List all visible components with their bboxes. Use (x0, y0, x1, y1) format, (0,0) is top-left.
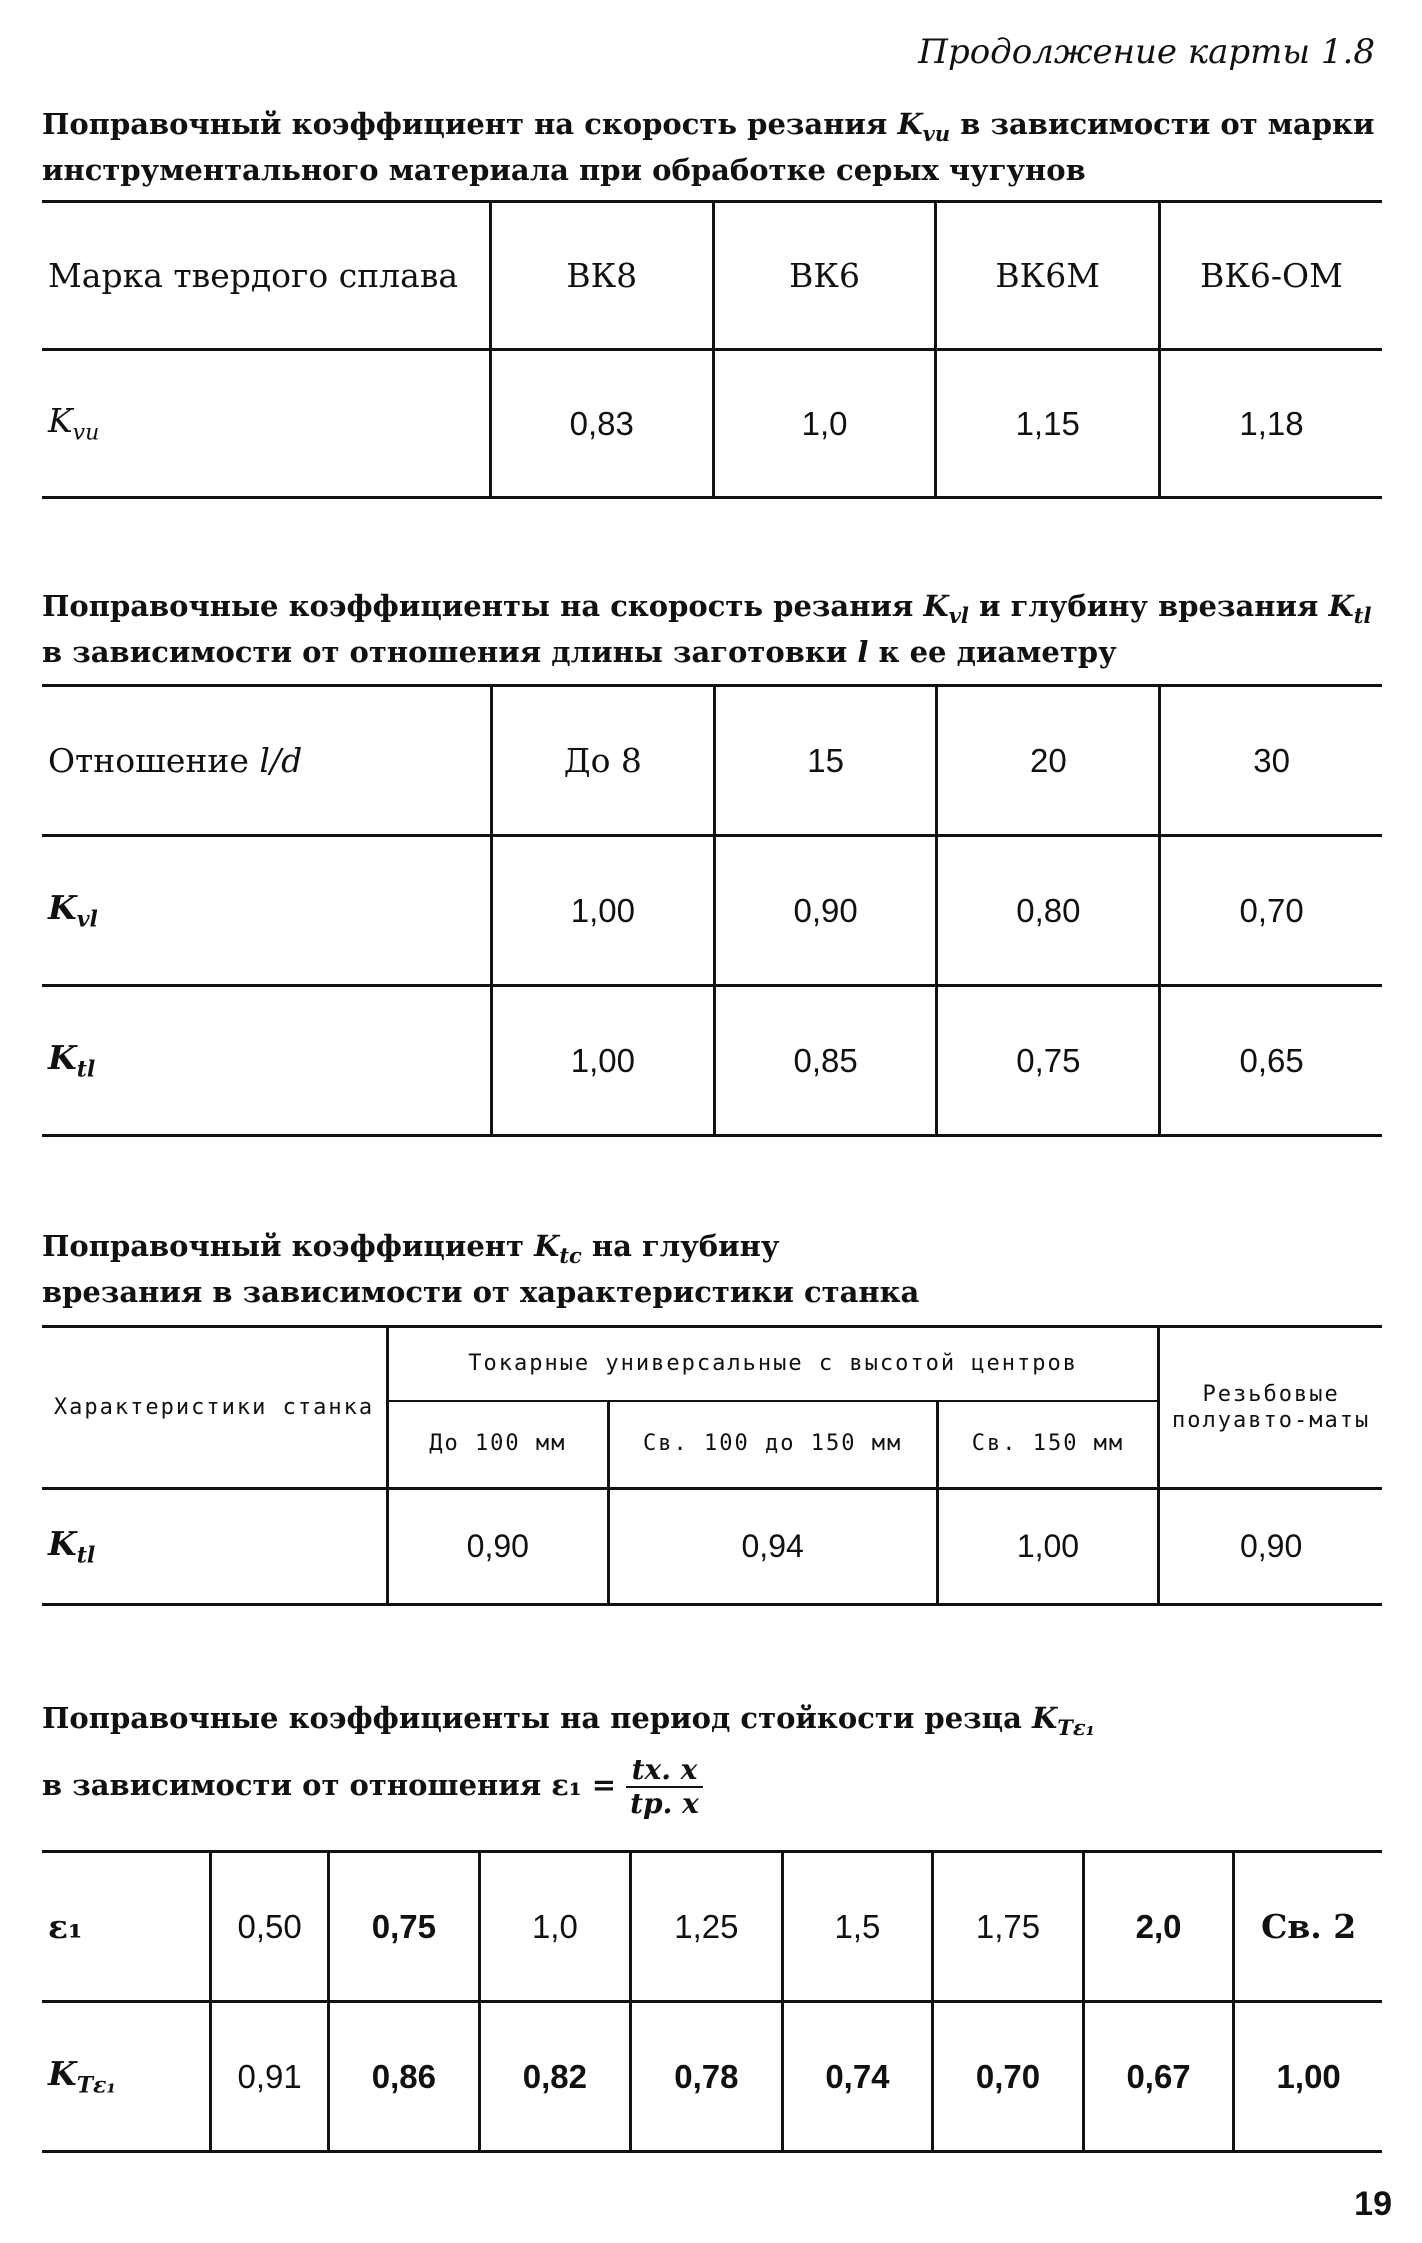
table4-cell: 1,25 (631, 1852, 783, 2002)
table1-col-2: ВК6 (713, 202, 936, 350)
table2-cell: 1,00 (491, 836, 714, 986)
table2-cell: 0,65 (1160, 986, 1382, 1136)
table1 (42, 200, 1382, 499)
table2-col-4: 30 (1160, 686, 1382, 836)
table3-cell: 1,00 (937, 1489, 1159, 1605)
table4-cell: 1,0 (479, 1852, 631, 2002)
table2-caption: Поправочные коэффициенты на скорость резания $K_{vl}$ и глубину врезания $K_{tl}$ в зависимости от отношения длины заготовки l к ее диаметру (42, 589, 1372, 669)
table2-col-2: 15 (714, 686, 937, 836)
table3-value-row (42, 1489, 1382, 1605)
table2-row-label: $K_{tl}$ (42, 986, 491, 1136)
table2-cell: 1,00 (491, 986, 714, 1136)
table3-group-header: Токарные универсальные с высотой центров (388, 1327, 1159, 1401)
table3-header-label: Характеристики станка (42, 1327, 388, 1489)
table1-col-1: ВК8 (490, 202, 713, 350)
table2-header-label: Отношение l/d (42, 686, 491, 836)
table1-value-row (42, 350, 1382, 498)
table4-cell: Св. 2 (1234, 1852, 1382, 2002)
table3-cell: 0,90 (1159, 1489, 1382, 1605)
table2-col-1: До 8 (491, 686, 714, 836)
table4-cell: 1,75 (933, 1852, 1084, 2002)
table2 (42, 684, 1382, 1137)
continuation-header: Продолжение карты 1.8 (918, 32, 1375, 72)
table3-caption: Поправочный коэффициент $K_{tc}$ на глубину врезания в зависимости от характеристики станка (42, 1229, 920, 1309)
table4-row2-label: $K_{T\varepsilon_1}$ (42, 2002, 211, 2152)
page-number: 19 (1354, 2185, 1392, 2223)
table2-header-row (42, 686, 1382, 836)
table1-cell: 0,83 (490, 350, 713, 498)
table3-subcol-1: До 100 мм (388, 1401, 609, 1489)
table4-cell: 1,00 (1234, 2002, 1382, 2152)
table3-cell: 0,94 (608, 1489, 937, 1605)
table2-cell: 0,80 (937, 836, 1160, 986)
table4-cell: 0,82 (479, 2002, 631, 2152)
table4-k-row (42, 2002, 1382, 2152)
table3-subcol-2: Св. 100 до 150 мм (608, 1401, 937, 1489)
table1-cell: 1,18 (1159, 350, 1382, 498)
table3-header-row-1 (42, 1327, 1382, 1401)
table2-cell: 0,85 (714, 986, 937, 1136)
table4-cell: 0,91 (211, 2002, 329, 2152)
table1-col-4: ВК6-ОМ (1159, 202, 1382, 350)
table1-header-row (42, 202, 1382, 350)
table1-caption: Поправочный коэффициент на скорость резания $K_{vи}$ в зависимости от марки инструментального материала при обработке серых чугунов (42, 107, 1375, 187)
table4-cell: 0,50 (211, 1852, 329, 2002)
table2-cell: 0,90 (714, 836, 937, 986)
table4-cell: 0,74 (782, 2002, 933, 2152)
table3-subcol-3: Св. 150 мм (937, 1401, 1159, 1489)
table4-cell: 0,86 (329, 2002, 480, 2152)
table2-row-label: $K_{vl}$ (42, 836, 491, 986)
table1-cell: 1,0 (713, 350, 936, 498)
table4 (42, 1850, 1382, 2153)
table4-cell: 0,70 (933, 2002, 1084, 2152)
table3-row-label: $K_{tl}$ (42, 1489, 388, 1605)
table2-cell: 0,75 (937, 986, 1160, 1136)
table3-last-column: Резьбовые полуавто-маты (1159, 1327, 1382, 1489)
table4-epsilon-row (42, 1852, 1382, 2002)
epsilon-fraction: $\frac{tх. х}{tр. х}$ (626, 1754, 703, 1820)
table2-col-3: 20 (937, 686, 1160, 836)
table2-row-kvl (42, 836, 1382, 986)
table2-row-ktl (42, 986, 1382, 1136)
table2-cell: 0,70 (1160, 836, 1382, 986)
table4-cell: 1,5 (782, 1852, 933, 2002)
table1-row-label: $K_{vи}$ (42, 350, 490, 498)
table4-cell: 0,67 (1083, 2002, 1234, 2152)
table1-col-3: ВК6М (936, 202, 1160, 350)
table1-cell: 1,15 (936, 350, 1160, 498)
table3-cell: 0,90 (388, 1489, 609, 1605)
table1-header-label: Марка твердого сплава (42, 202, 490, 350)
table4-caption: Поправочные коэффициенты на период стойкости резца $K_{T\varepsilon_1}$ в зависимости от отношения ε₁ = $\frac{tх. х}{tр. х}$ (42, 1701, 1095, 1820)
table4-cell: 0,75 (329, 1852, 480, 2002)
table4-row1-label: ε₁ (42, 1852, 211, 2002)
table3 (42, 1325, 1382, 1606)
table4-cell: 0,78 (631, 2002, 783, 2152)
table4-cell: 2,0 (1083, 1852, 1234, 2002)
